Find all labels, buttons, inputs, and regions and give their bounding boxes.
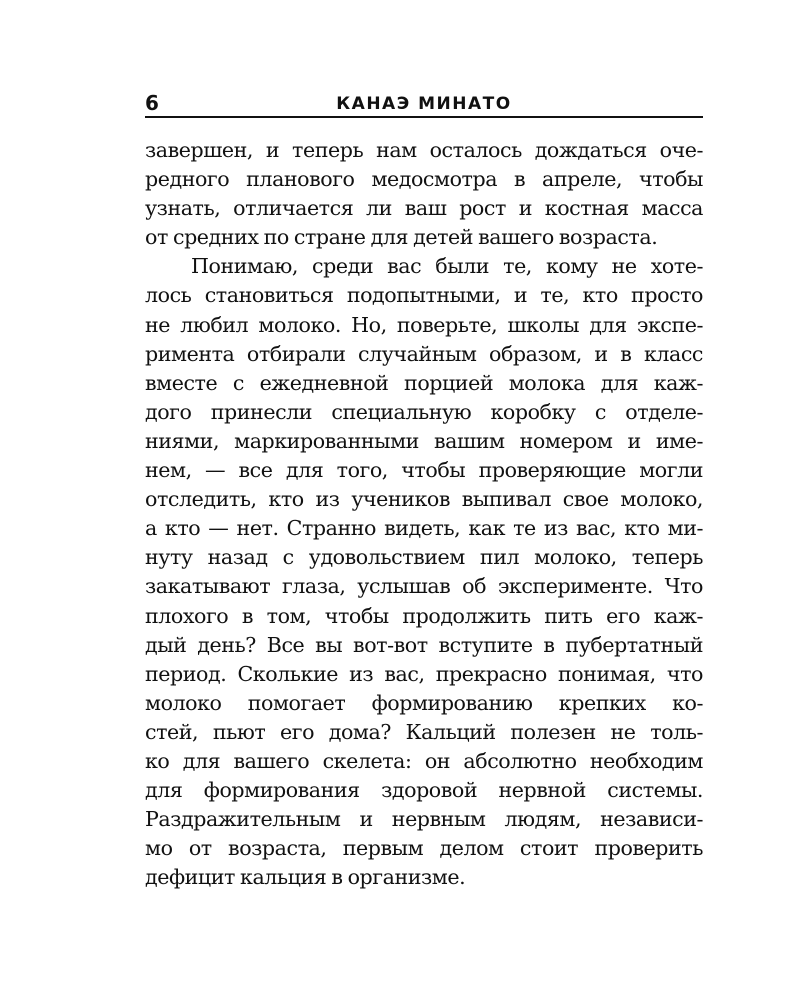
text-line: Понимаю, среди вас были те, кому не хоте- (191, 254, 703, 279)
text-line: для формирования здоровой нервной системы. (145, 778, 703, 803)
text-line: нем, — все для того, чтобы проверяющие могли (145, 458, 703, 483)
text-line: дый день? Все вы вот-вот вступите в пубертатный (145, 632, 703, 657)
text-line: а кто — нет. Странно видеть, как те из вас, кто ми- (145, 516, 703, 541)
book-author: КАНАЭ МИНАТО (336, 94, 512, 114)
text-line: завершен, и теперь нам осталось дождаться оче- (145, 138, 703, 162)
running-head (145, 90, 703, 118)
text-line: ко для вашего скелета: он абсолютно необходим (145, 748, 703, 773)
text-line: период. Сколькие из вас, прекрасно понимая, что (145, 661, 703, 686)
text-line: редного планового медосмотра в апреле, чтобы (145, 167, 703, 192)
text-line: стей, пьют его дома? Кальций полезен не толь- (145, 719, 703, 744)
text-line: не любил молоко. Но, поверьте, школы для экспе- (145, 312, 703, 337)
page-number: 6 (145, 91, 159, 115)
header-rule (145, 116, 703, 118)
body-text (145, 136, 703, 892)
text-line: римента отбирали случайным образом, и в класс (145, 341, 703, 366)
text-line: Раздражительным и нервным людям, независи- (145, 807, 703, 832)
text-line: отследить, кто из учеников выпивал свое молоко, (145, 487, 703, 512)
text-line: лось становиться подопытными, и те, кто просто (145, 283, 703, 308)
text-line: нуту назад с удовольствием пил молоко, теперь (145, 545, 703, 570)
text-line: ниями, маркированными вашим номером и име- (145, 428, 703, 453)
text-line: закатывают глаза, услышав об эксперименте. Что (145, 574, 703, 599)
text-line: узнать, отличается ли ваш рост и костная масса (145, 196, 703, 221)
text-line: мо от возраста, первым делом стоит проверить (145, 836, 703, 861)
text-line: от средних по стране для детей вашего возраста. (145, 225, 658, 250)
text-line: вместе с ежедневной порцией молока для каж- (145, 370, 703, 395)
text-line: дефицит кальция в организме. (145, 865, 466, 890)
text-line: молоко помогает формированию крепких ко- (145, 690, 703, 715)
text-line: плохого в том, чтобы продолжить пить его каж- (145, 603, 703, 628)
text-line: дого принесли специальную коробку с отделе- (145, 399, 703, 424)
